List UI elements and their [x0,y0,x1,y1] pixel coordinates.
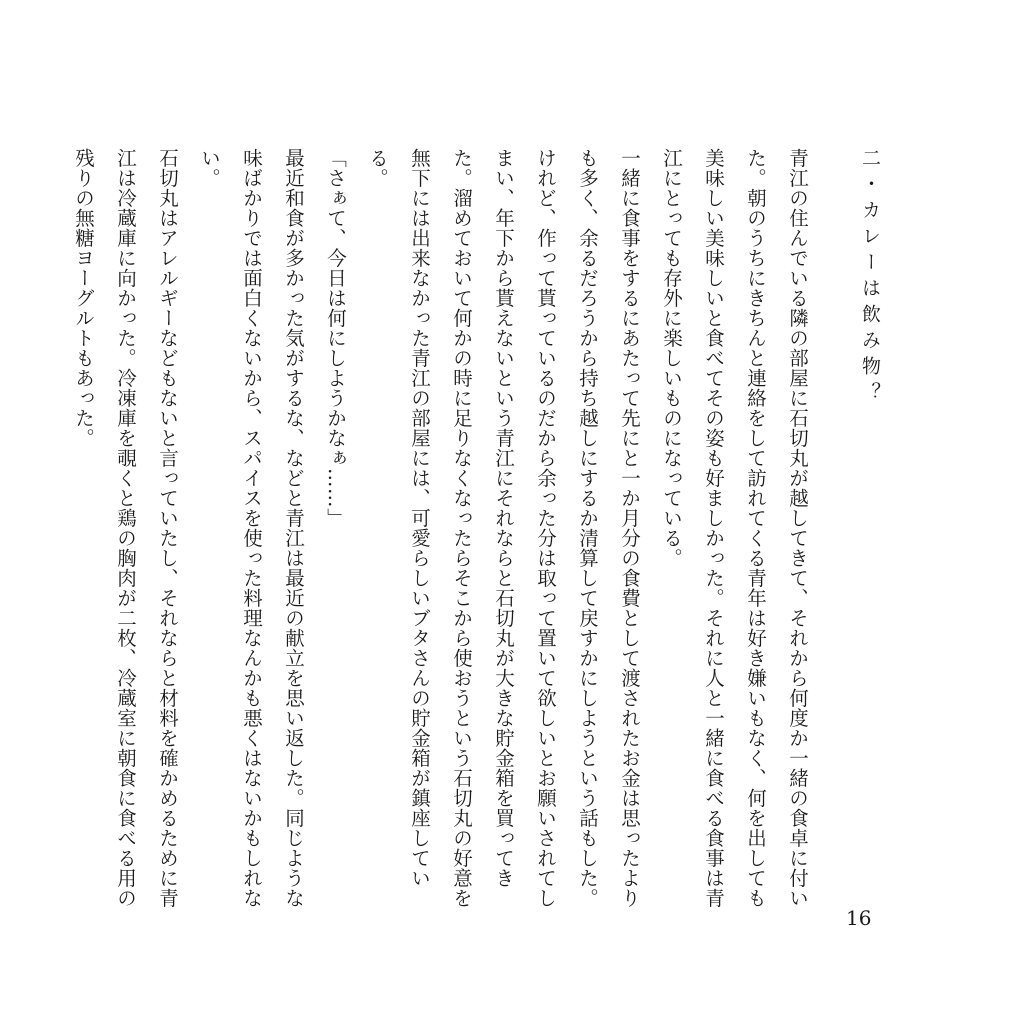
page-number: 16 [846,906,872,930]
chapter-title: 二・カレーは飲み物？ [859,148,881,408]
paragraph: 最近和食が多かった気がするな、などと青江は最近の献立を思い返した。同じような味ばかりでは面白くないから、スパイスを使った料理なんかも悪くはないかもしれない。 [198,148,305,908]
paragraph: 「さぁて、今日は何にしようかなぁ……」 [324,148,347,528]
paragraph: 青江の住んでいる隣の部屋に石切丸が越してきて、それから何度か一緒の食卓に付いた。朝のうちにきちんと連絡をして訪れてくる青年は好き嫌いもなく、何を出しても美味しい美味しいと食べてその姿も好ましかった。それに人と一緒に食べる食事は青江にとっても存外に楽しいものになっている。 [660,148,809,908]
body-text [72,148,818,908]
paragraph: 石切丸はアレルギーなどもないと言っていたし、それならと材料を確かめるために青江は冷蔵庫に向かった。冷凍庫を覗くと鶏の胸肉が二枚、冷蔵室に朝食に食べる用の残りの無糖ヨーグルトもあった。 [72,148,179,908]
paragraph: 一緒に食事をするにあたって先にと一か月分の食費として渡されたお金は思ったよりも多く、余るだろうから持ち越しにするか清算して戻すかにしようという話もした。けれど、作って貰っているのだから余った分は取って置いて欲しいとお願いされてしまい、年下から貰えないという青江にそれならと石切丸が大きな貯金箱を買ってきた。溜めておいて何かの時に足りなくなったらそこから使おうという石切丸の好意を無下には出来なかった青江の部屋には、可愛らしいブタさんの貯金箱が鎮座している。 [366,148,641,908]
